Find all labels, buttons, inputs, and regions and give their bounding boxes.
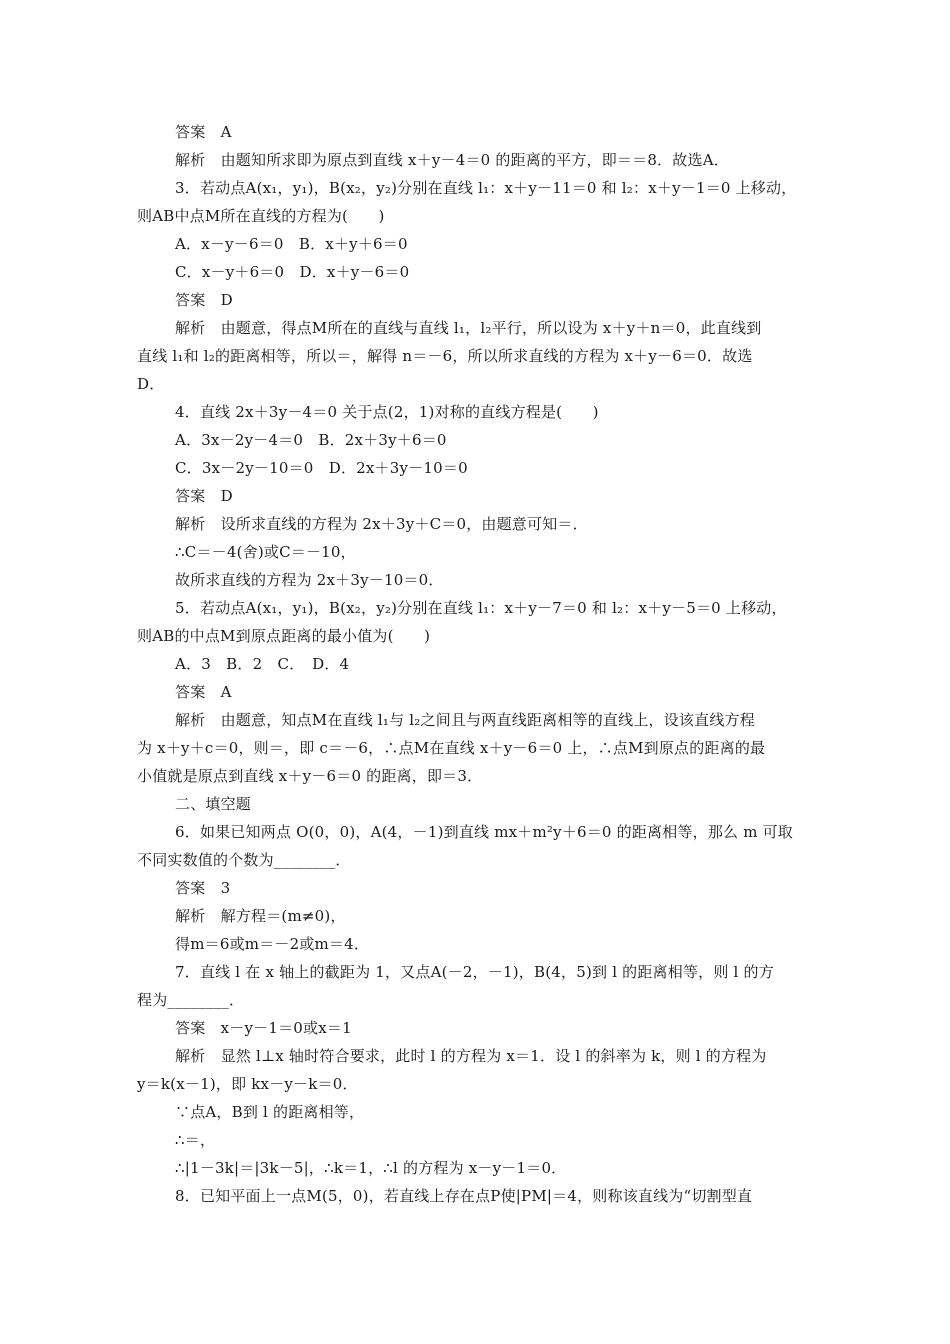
analysis-text-cont: 得m＝6或m＝－2或m＝4． xyxy=(175,935,370,953)
analysis-text: 解析 由题知所求即为原点到直线 x＋y－4＝0 的距离的平方，即＝＝8．故选A． xyxy=(175,151,729,169)
analysis-text-cont: ∵点A，B到 l 的距离相等， xyxy=(175,1103,365,1121)
analysis-text-cont: 为 x＋y＋c＝0，则＝，即 c＝－6，∴点M在直线 x＋y－6＝0 上，∴点M到原点的距离的最 xyxy=(137,739,766,757)
answer-label: 答案 D xyxy=(175,487,233,505)
question-3: 3．若动点A(x₁，y₁)，B(x₂，y₂)分别在直线 l₁：x＋y－11＝0 和 l₂：x＋y－1＝0 上移动， xyxy=(175,179,797,197)
analysis-text: 解析 由题意，知点M在直线 l₁与 l₂之间且与两直线距离相等的直线上，设该直线方程 xyxy=(175,711,755,729)
analysis-text-cont: D． xyxy=(137,375,165,393)
analysis-text: 解析 解方程＝(m≠0)， xyxy=(175,907,346,925)
answer-label: 答案 A xyxy=(175,683,232,701)
question-5: 5．若动点A(x₁，y₁)，B(x₂，y₂)分别在直线 l₁：x＋y－7＝0 和 l₂：x＋y－5＝0 上移动， xyxy=(175,599,787,617)
analysis-text-cont: 直线 l₁和 l₂的距离相等，所以＝，解得 n＝－6，所以所求直线的方程为 x＋y－6＝0．故选 xyxy=(137,347,753,365)
section-heading: 二、填空题 xyxy=(175,795,252,813)
question-4-options-cd: C．3x－2y－10＝0 D．2x＋3y－10＝0 xyxy=(175,459,468,477)
question-5-options: A．3 B．2 C． D．4 xyxy=(175,655,350,673)
question-5-cont: 则AB的中点M到原点距离的最小值为( ) xyxy=(137,627,431,645)
answer-label: 答案 D xyxy=(175,291,233,309)
question-3-options-cd: C．x－y＋6＝0 D．x＋y－6＝0 xyxy=(175,263,410,281)
question-6: 6．如果已知两点 O(0，0)，A(4，－1)到直线 mx＋m²y＋6＝0 的距离相等，那么 m 可取 xyxy=(175,823,794,841)
question-4: 4．直线 2x＋3y－4＝0 关于点(2，1)对称的直线方程是( ) xyxy=(175,403,599,421)
analysis-text-cont: ∴|1－3k|＝|3k－5|，∴k＝1，∴l 的方程为 x－y－1＝0． xyxy=(175,1159,567,1177)
analysis-text-cont: 故所求直线的方程为 2x＋3y－10＝0． xyxy=(175,571,444,589)
analysis-text: 解析 由题意，得点M所在的直线与直线 l₁，l₂平行，所以设为 x＋y＋n＝0，此直线到 xyxy=(175,319,762,337)
analysis-text-cont: y＝k(x－1)，即 kx－y－k＝0． xyxy=(137,1075,358,1093)
analysis-text: 解析 显然 l⊥x 轴时符合要求，此时 l 的方程为 x＝1．设 l 的斜率为 k，则 l 的方程为 xyxy=(175,1047,767,1065)
analysis-text-cont: 小值就是原点到直线 x＋y－6＝0 的距离，即＝3． xyxy=(137,767,483,785)
answer-label: 答案 A xyxy=(175,123,232,141)
analysis-text-cont: ∴C＝－4(舍)或C＝－10， xyxy=(175,543,356,561)
question-7: 7．直线 l 在 x 轴上的截距为 1，又点A(－2，－1)，B(4，5)到 l 的距离相等，则 l 的方 xyxy=(175,963,774,981)
question-7-cont: 程为________． xyxy=(137,991,245,1009)
question-6-cont: 不同实数值的个数为________． xyxy=(137,851,351,869)
analysis-text-cont: ∴＝， xyxy=(175,1131,216,1149)
analysis-text: 解析 设所求直线的方程为 2x＋3y＋C＝0，由题意可知＝． xyxy=(175,515,588,533)
answer-label: 答案 x－y－1＝0或x＝1 xyxy=(175,1019,352,1037)
question-4-options-ab: A．3x－2y－4＝0 B．2x＋3y＋6＝0 xyxy=(175,431,447,449)
question-8: 8．已知平面上一点M(5，0)，若直线上存在点P使|PM|＝4，则称该直线为“切割型直 xyxy=(175,1187,753,1205)
question-3-options-ab: A．x－y－6＝0 B．x＋y＋6＝0 xyxy=(175,235,408,253)
question-3-cont: 则AB中点M所在直线的方程为( ) xyxy=(137,207,385,225)
answer-label: 答案 3 xyxy=(175,879,231,897)
